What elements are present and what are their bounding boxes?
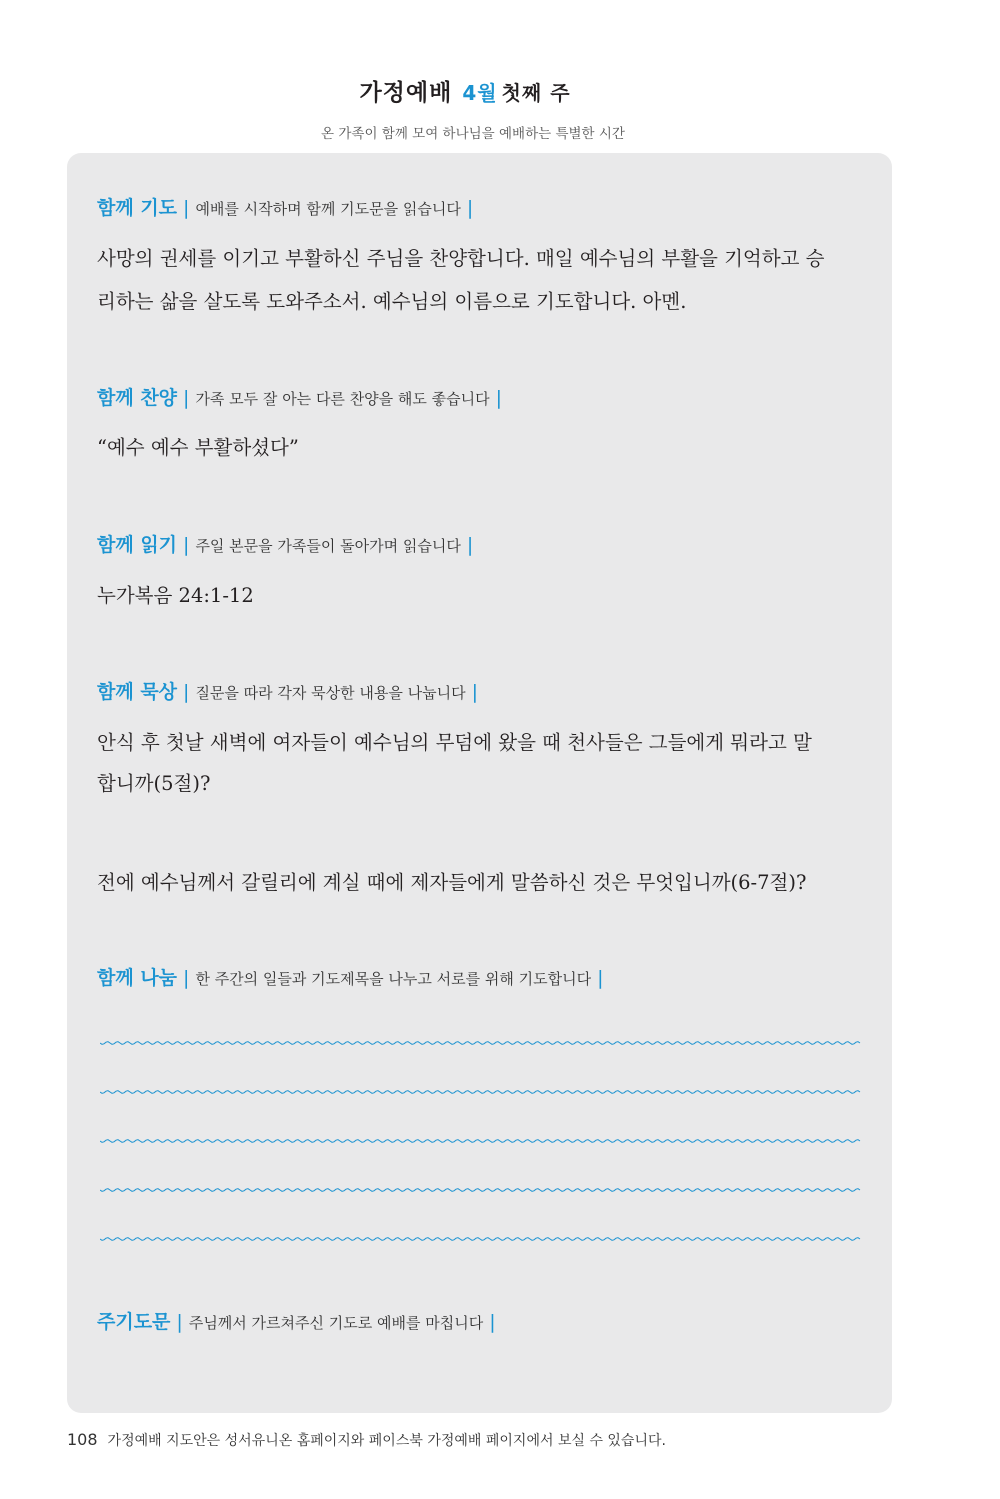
reading-passage: 누가복음 24:1-12 [97, 584, 254, 607]
section-meditation-header [97, 677, 484, 704]
writing-line [100, 1042, 860, 1045]
divider-bar: | [183, 197, 190, 219]
page-subtitle: 온 가족이 함께 모여 하나님을 예배하는 특별한 시간 [321, 126, 625, 142]
page-title [0, 74, 930, 107]
section-sharing-header [97, 963, 609, 990]
writing-line [100, 1140, 860, 1143]
divider-bar: | [489, 1311, 496, 1333]
divider-bar: | [466, 197, 474, 219]
section-prayer-header [97, 193, 479, 220]
divider-bar: | [176, 1311, 183, 1333]
divider-bar: | [495, 387, 503, 409]
writing-line [100, 1238, 860, 1241]
section-sharing-label: 함께 나눔 [97, 967, 178, 989]
page-footer [67, 1430, 666, 1450]
section-meditation-note: 질문을 따라 각자 묵상한 내용을 나눕니다 [195, 684, 466, 702]
meditation-question1-line1: 안식 후 첫날 새벽에 여자들이 예수님의 무덤에 왔을 때 천사들은 그들에게 뭐라고 말 [97, 731, 812, 754]
divider-bar: | [597, 967, 604, 989]
section-praise-label: 함께 찬양 [97, 387, 178, 409]
section-praise-header [97, 383, 508, 410]
section-praise-note: 가족 모두 잘 아는 다른 찬양을 해도 좋습니다 [195, 390, 490, 408]
title-week: 첫째 주 [501, 81, 571, 105]
section-reading-note: 주일 본문을 가족들이 돌아가며 읽습니다 [195, 537, 461, 555]
writing-line [100, 1189, 860, 1192]
divider-bar: | [471, 681, 479, 703]
divider-bar: | [183, 534, 190, 556]
section-prayer-note: 예배를 시작하며 함께 기도문을 읽습니다 [195, 200, 461, 218]
divider-bar: | [183, 967, 190, 989]
divider-bar: | [466, 534, 474, 556]
section-reading-label: 함께 읽기 [97, 534, 178, 556]
meditation-question1-line2: 합니까(5절)? [97, 772, 211, 795]
prayer-text-line2: 리하는 삶을 살도록 도와주소서. 예수님의 이름으로 기도합니다. 아멘. [97, 290, 687, 313]
meditation-question2: 전에 예수님께서 갈릴리에 계실 때에 제자들에게 말씀하신 것은 무엇입니까(6-7절)? [97, 871, 807, 894]
divider-bar: | [183, 387, 190, 409]
section-meditation-label: 함께 묵상 [97, 681, 178, 703]
page-number: 108 [67, 1430, 98, 1449]
section-reading-header [97, 530, 479, 557]
title-text: 가정예배 [359, 80, 453, 106]
title-month: 4월 [462, 81, 498, 105]
wavy-lines-graphic [100, 1030, 862, 1250]
divider-bar: | [183, 681, 190, 703]
section-lords-prayer-label: 주기도문 [97, 1311, 171, 1333]
section-prayer-label: 함께 기도 [97, 197, 178, 219]
prayer-text-line1: 사망의 권세를 이기고 부활하신 주님을 찬양합니다. 매일 예수님의 부활을 기억하고 승 [97, 247, 825, 270]
writing-line [100, 1091, 860, 1094]
section-lords-prayer-header [97, 1307, 502, 1334]
praise-song-title: “예수 예수 부활하셨다” [97, 436, 299, 459]
footer-text: 가정예배 지도안은 성서유니온 홈페이지와 페이스북 가정예배 페이지에서 보실 수 있습니다. [107, 1433, 666, 1449]
section-lords-prayer-note: 주님께서 가르쳐주신 기도로 예배를 마칩니다 [188, 1314, 484, 1332]
section-sharing-note: 한 주간의 일들과 기도제목을 나누고 서로를 위해 기도합니다 [195, 970, 592, 988]
writing-lines [100, 1030, 862, 1250]
